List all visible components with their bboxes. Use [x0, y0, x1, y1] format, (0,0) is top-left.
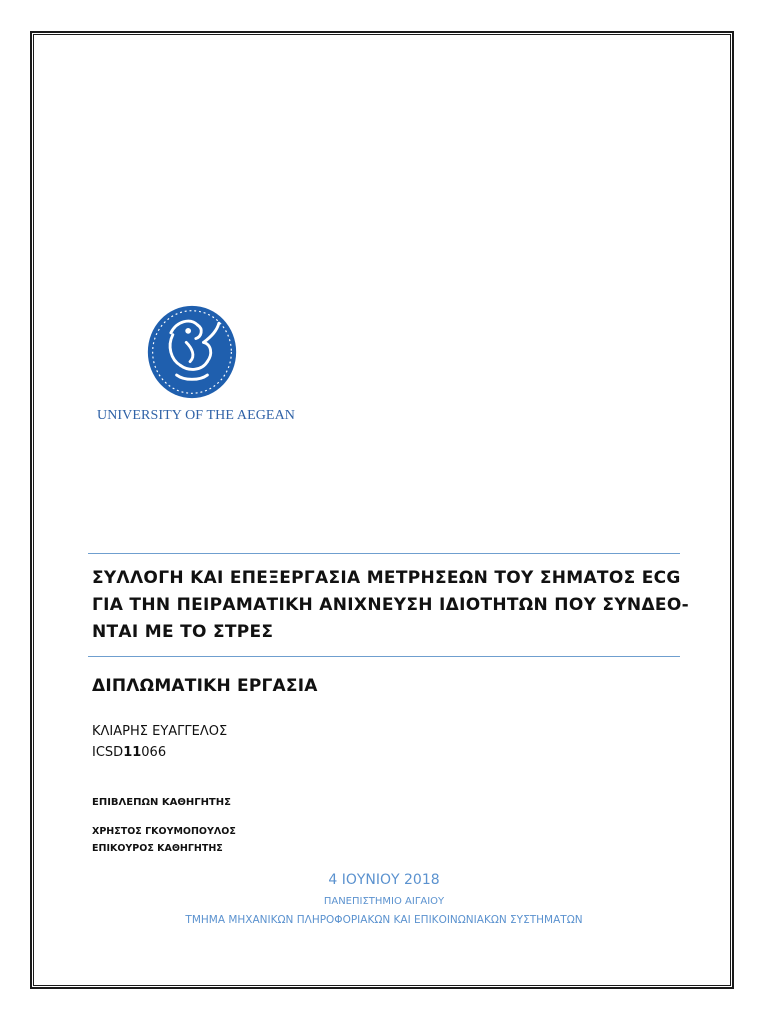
student-id-bold: 11 — [123, 745, 142, 760]
supervisor-label: ΕΠΙΒΛΕΠΩΝ ΚΑΘΗΓΗΤΗΣ — [92, 797, 231, 808]
university-name-caption: UNIVERSITY OF THE AEGEAN — [97, 408, 296, 423]
supervisor-name: ΧΡΗΣΤΟΣ ΓΚΟΥΜΟΠΟΥΛΟΣ — [92, 826, 236, 837]
thesis-title-line-1: ΣΥΛΛΟΓΗ ΚΑΙ ΕΠΕΞΕΡΓΑΣΙΑ ΜΕΤΡΗΣΕΩΝ ΤΟΥ ΣΗΜΑΤΟΣ ECG — [92, 568, 681, 588]
student-id-suffix: 066 — [141, 745, 167, 760]
university-seal-icon — [144, 304, 240, 400]
submission-date: 4 ΙΟΥΝΙΟΥ 2018 — [328, 872, 440, 888]
supervisor-role: ΕΠΙΚΟΥΡΟΣ ΚΑΘΗΓΗΤΗΣ — [92, 843, 223, 854]
university-name: ΠΑΝΕΠΙΣΤΗΜΙΟ ΑΙΓΑΙΟΥ — [323, 896, 445, 907]
thesis-title-line-3: ΝΤΑΙ ΜΕ ΤΟ ΣΤΡΕΣ — [92, 622, 274, 642]
student-id — [92, 742, 227, 763]
thesis-title-line-2: ΓΙΑ ΤΗΝ ΠΕΙΡΑΜΑΤΙΚΗ ΑΝΙΧΝΕΥΣΗ ΙΔΙΟΤΗΤΩΝ ΠΟΥ ΣΥΝΔΕΟ- — [92, 595, 689, 615]
title-bottom-rule — [88, 656, 680, 657]
author-block — [92, 721, 227, 763]
title-top-rule — [88, 553, 680, 554]
author-name: ΚΛΙΑΡΗΣ ΕΥΑΓΓΕΛΟΣ — [92, 724, 228, 739]
student-id-prefix: ICSD — [92, 745, 124, 760]
document-type: ΔΙΠΛΩΜΑΤΙΚΗ ΕΡΓΑΣΙΑ — [92, 676, 318, 696]
department-name: ΤΜΗΜΑ ΜΗΧΑΝΙΚΩΝ ΠΛΗΡΟΦΟΡΙΑΚΩΝ ΚΑΙ ΕΠΙΚΟΙΝΩΝΙΑΚΩΝ ΣΥΣΤΗΜΑΤΩΝ — [185, 914, 583, 926]
thesis-title — [92, 565, 689, 646]
